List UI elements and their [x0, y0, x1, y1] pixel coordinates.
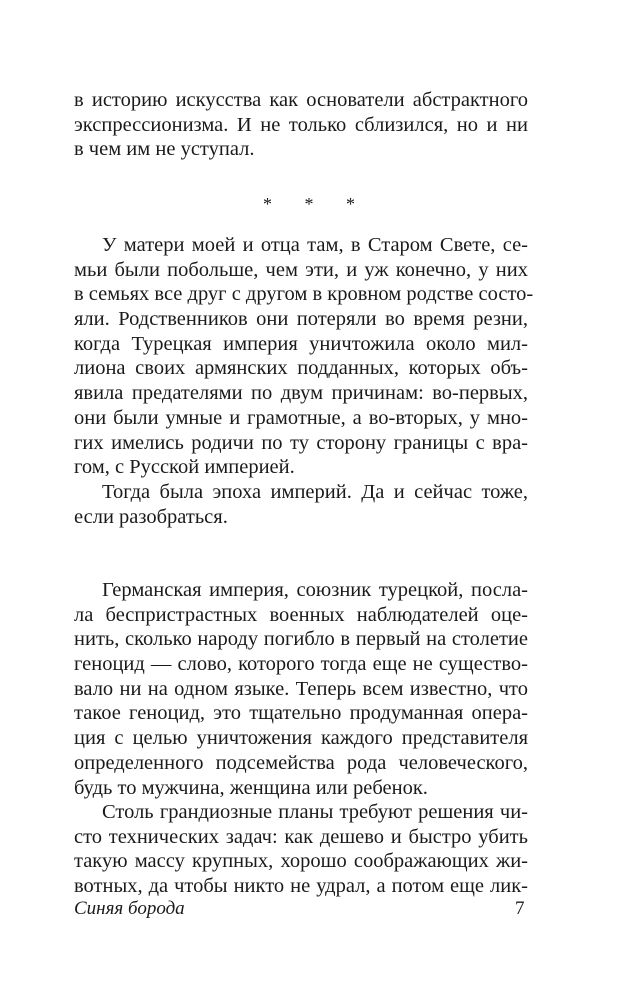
paragraph-5: [74, 800, 528, 899]
text-line: сто технических задач: как дешево и быстро убить: [74, 825, 528, 848]
text-line: такое геноцид, это тщательно продуманная опера-: [74, 702, 528, 725]
text-line: яли. Родственников они потеряли во время резни,: [74, 308, 528, 331]
text-line: они были умные и грамотные, а во-вторых, у мно-: [74, 406, 528, 429]
text-line: явила предателями по двум причинам: во-первых,: [74, 382, 528, 405]
paragraph-4: [74, 578, 528, 800]
text-line: лиона своих армянских подданных, которых объ-: [74, 357, 528, 380]
page-number: 7: [515, 898, 525, 919]
text-line: экспрессионизма. И не только сблизился, но и ни: [74, 113, 528, 136]
text-line: Тогда была эпоха империй. Да и сейчас тоже,: [102, 481, 528, 503]
text-line: если разобраться.: [74, 505, 228, 528]
text-line: в чем им не уступал.: [74, 138, 255, 161]
text-line: гом, с Русской империей.: [74, 456, 295, 479]
text-line: нить, сколько народу погибло в первый на столетие: [74, 628, 528, 651]
text-line: У матери моей и отца там, в Старом Свете, се-: [102, 234, 528, 256]
text-line: гих имелись родичи по ту сторону границы с вра-: [74, 431, 528, 454]
text-line: определенного подсемейства рода человеческого,: [74, 751, 528, 774]
text-line: мьи были побольше, чем эти, и уж конечно, у них: [74, 258, 528, 281]
text-line: в историю искусства как основатели абстрактного: [74, 89, 528, 111]
text-line: когда Турецкая империя уничтожила около мил-: [74, 332, 528, 355]
paragraph-3: [74, 480, 528, 529]
text-line: Столь грандиозные планы требуют решения чи-: [102, 801, 528, 823]
text-line: вало ни на одном языке. Теперь всем известно, что: [74, 677, 528, 700]
text-line: такую массу крупных, хорошо соображающих жи-: [74, 850, 528, 873]
section-separator: * * *: [263, 194, 369, 214]
text-line: вотных, да чтобы никто не удрал, а потом еще лик-: [74, 875, 528, 898]
text-line: в семьях все друг с другом в кровном родстве состо-: [74, 283, 534, 306]
text-line: ция с целью уничтожения каждого представителя: [74, 727, 528, 750]
text-line: Германская империя, союзник турецкой, посла-: [102, 579, 528, 601]
text-line: ла беспристрастных военных наблюдателей оце-: [74, 603, 528, 626]
text-line: геноцид — слово, которого тогда еще не существо-: [74, 653, 528, 676]
paragraph-2: [74, 233, 534, 480]
running-footer-title: Синяя борода: [74, 898, 185, 919]
text-line: будь то мужчина, женщина или ребенок.: [74, 776, 428, 799]
paragraph-1: [74, 88, 528, 162]
